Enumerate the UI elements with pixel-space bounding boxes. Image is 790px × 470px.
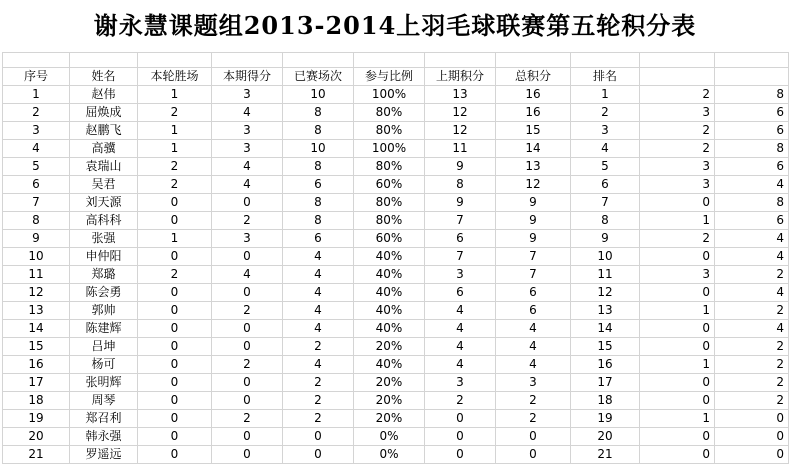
table-row — [3, 374, 789, 392]
column-header[interactable]: 上期积分 — [425, 68, 496, 86]
table-row — [3, 140, 789, 158]
table-cell[interactable]: 陈建辉 — [70, 320, 138, 338]
table-cell[interactable]: 赵伟 — [70, 86, 138, 104]
table-cell[interactable]: 0 — [138, 356, 212, 374]
table-cell[interactable]: 高骥 — [70, 140, 138, 158]
table-cell[interactable]: 10 — [283, 140, 354, 158]
table-cell[interactable]: 0% — [354, 428, 425, 446]
table-cell[interactable]: 0 — [212, 428, 283, 446]
table-cell[interactable]: 3 — [425, 374, 496, 392]
table-cell[interactable]: 袁瑞山 — [70, 158, 138, 176]
table-cell[interactable]: 20 — [3, 428, 70, 446]
table-cell[interactable]: 5 — [3, 158, 70, 176]
table-cell[interactable]: 15 — [3, 338, 70, 356]
table-cell[interactable]: 9 — [496, 212, 571, 230]
table-cell[interactable]: 0 — [496, 446, 571, 464]
table-cell[interactable]: 3 — [640, 266, 715, 284]
empty-cell[interactable] — [283, 53, 354, 68]
table-cell[interactable]: 4 — [715, 284, 789, 302]
empty-cell[interactable] — [640, 53, 715, 68]
table-cell[interactable]: 陈会勇 — [70, 284, 138, 302]
table-cell[interactable]: 9 — [496, 230, 571, 248]
table-cell[interactable]: 4 — [496, 320, 571, 338]
table-cell[interactable]: 1 — [3, 86, 70, 104]
table-cell[interactable]: 4 — [212, 266, 283, 284]
score-table — [2, 52, 789, 464]
table-cell[interactable]: 4 — [283, 302, 354, 320]
table-cell[interactable]: 2 — [640, 86, 715, 104]
table-cell[interactable]: 周琴 — [70, 392, 138, 410]
table-cell[interactable]: 6 — [571, 176, 640, 194]
table-cell[interactable]: 40% — [354, 356, 425, 374]
table-cell[interactable]: 3 — [3, 122, 70, 140]
table-cell[interactable]: 80% — [354, 158, 425, 176]
column-header[interactable]: 参与比例 — [354, 68, 425, 86]
table-cell[interactable]: 17 — [571, 374, 640, 392]
table-cell[interactable]: 2 — [425, 392, 496, 410]
table-cell[interactable]: 40% — [354, 302, 425, 320]
table-cell[interactable]: 20% — [354, 410, 425, 428]
table-cell[interactable]: 11 — [571, 266, 640, 284]
empty-cell[interactable] — [571, 53, 640, 68]
table-row — [3, 446, 789, 464]
empty-cell[interactable] — [354, 53, 425, 68]
table-row — [3, 194, 789, 212]
table-cell[interactable]: 14 — [3, 320, 70, 338]
table-cell[interactable]: 4 — [715, 230, 789, 248]
table-cell[interactable]: 张明辉 — [70, 374, 138, 392]
table-cell[interactable]: 9 — [571, 230, 640, 248]
table-cell[interactable]: 1 — [640, 356, 715, 374]
table-cell[interactable]: 3 — [212, 230, 283, 248]
table-cell[interactable]: 0 — [138, 320, 212, 338]
column-header[interactable]: 序号 — [3, 68, 70, 86]
column-header[interactable]: 排名 — [571, 68, 640, 86]
table-cell[interactable]: 0 — [640, 194, 715, 212]
table-cell[interactable]: 8 — [283, 158, 354, 176]
table-cell[interactable]: 1 — [640, 302, 715, 320]
table-row — [3, 320, 789, 338]
table-cell[interactable]: 4 — [496, 356, 571, 374]
table-cell[interactable]: 80% — [354, 212, 425, 230]
table-cell[interactable]: 郑璐 — [70, 266, 138, 284]
column-header[interactable]: 已赛场次 — [283, 68, 354, 86]
table-cell[interactable]: 2 — [715, 356, 789, 374]
table-cell[interactable]: 21 — [3, 446, 70, 464]
table-cell[interactable]: 郭帅 — [70, 302, 138, 320]
table-cell[interactable]: 20% — [354, 338, 425, 356]
empty-cell[interactable] — [138, 53, 212, 68]
table-cell[interactable]: 杨可 — [70, 356, 138, 374]
table-cell[interactable]: 2 — [212, 356, 283, 374]
table-cell[interactable]: 2 — [640, 140, 715, 158]
table-cell[interactable]: 7 — [425, 248, 496, 266]
table-cell[interactable]: 4 — [571, 140, 640, 158]
empty-cell[interactable] — [496, 53, 571, 68]
table-cell[interactable]: 8 — [715, 194, 789, 212]
table-cell[interactable]: 3 — [640, 158, 715, 176]
table-cell[interactable]: 2 — [715, 266, 789, 284]
table-cell[interactable]: 40% — [354, 320, 425, 338]
table-cell[interactable]: 0 — [138, 302, 212, 320]
table-cell[interactable]: 赵鹏飞 — [70, 122, 138, 140]
table-cell[interactable]: 3 — [212, 140, 283, 158]
table-cell[interactable]: 7 — [571, 194, 640, 212]
table-cell[interactable]: 2 — [715, 374, 789, 392]
table-cell[interactable]: 10 — [3, 248, 70, 266]
table-cell[interactable]: 0 — [212, 374, 283, 392]
score-table-body — [3, 53, 789, 464]
empty-cell[interactable] — [715, 53, 789, 68]
table-cell[interactable]: 14 — [496, 140, 571, 158]
column-header[interactable]: 总积分 — [496, 68, 571, 86]
table-cell[interactable]: 1 — [138, 230, 212, 248]
table-cell[interactable]: 13 — [496, 158, 571, 176]
table-cell[interactable]: 20% — [354, 374, 425, 392]
table-row — [3, 176, 789, 194]
table-cell[interactable]: 3 — [212, 122, 283, 140]
table-cell[interactable]: 0 — [138, 194, 212, 212]
table-cell[interactable]: 12 — [571, 284, 640, 302]
table-cell[interactable]: 2 — [212, 410, 283, 428]
table-cell[interactable]: 13 — [3, 302, 70, 320]
table-cell[interactable]: 2 — [715, 392, 789, 410]
table-cell[interactable]: 16 — [496, 86, 571, 104]
table-cell[interactable]: 17 — [3, 374, 70, 392]
table-cell[interactable]: 80% — [354, 104, 425, 122]
table-cell[interactable]: 16 — [571, 356, 640, 374]
table-row — [3, 428, 789, 446]
table-cell[interactable]: 4 — [283, 266, 354, 284]
table-cell[interactable]: 0 — [640, 446, 715, 464]
table-cell[interactable]: 2 — [283, 410, 354, 428]
table-cell[interactable]: 15 — [571, 338, 640, 356]
table-cell[interactable]: 12 — [3, 284, 70, 302]
table-row — [3, 122, 789, 140]
table-cell[interactable]: 郑召利 — [70, 410, 138, 428]
table-cell[interactable]: 刘天源 — [70, 194, 138, 212]
table-cell[interactable]: 0 — [212, 284, 283, 302]
table-cell[interactable]: 80% — [354, 122, 425, 140]
table-cell[interactable]: 0 — [212, 392, 283, 410]
table-row — [3, 392, 789, 410]
table-cell[interactable]: 6 — [283, 230, 354, 248]
table-cell[interactable]: 12 — [425, 122, 496, 140]
column-header[interactable]: 本期得分 — [212, 68, 283, 86]
table-row — [3, 266, 789, 284]
table-cell[interactable]: 0 — [138, 410, 212, 428]
table-cell[interactable]: 4 — [3, 140, 70, 158]
table-cell[interactable]: 4 — [212, 104, 283, 122]
table-cell[interactable]: 1 — [640, 212, 715, 230]
table-cell[interactable]: 4 — [212, 158, 283, 176]
table-cell[interactable]: 100% — [354, 140, 425, 158]
table-cell[interactable]: 12 — [425, 104, 496, 122]
table-cell[interactable]: 4 — [283, 284, 354, 302]
table-cell[interactable]: 2 — [640, 122, 715, 140]
table-cell[interactable]: 0 — [640, 284, 715, 302]
table-cell[interactable]: 8 — [283, 212, 354, 230]
table-cell[interactable]: 吕坤 — [70, 338, 138, 356]
table-cell[interactable]: 0 — [138, 248, 212, 266]
table-cell[interactable]: 1 — [138, 140, 212, 158]
table-cell[interactable]: 0 — [212, 338, 283, 356]
table-cell[interactable]: 4 — [425, 338, 496, 356]
table-cell[interactable]: 4 — [496, 338, 571, 356]
column-header[interactable] — [715, 68, 789, 86]
table-cell[interactable]: 8 — [3, 212, 70, 230]
table-row — [3, 410, 789, 428]
table-cell[interactable]: 4 — [715, 176, 789, 194]
table-cell[interactable]: 6 — [496, 284, 571, 302]
table-cell[interactable]: 18 — [3, 392, 70, 410]
table-cell[interactable]: 罗遥远 — [70, 446, 138, 464]
table-cell[interactable]: 3 — [425, 266, 496, 284]
table-cell[interactable]: 9 — [425, 194, 496, 212]
table-cell[interactable]: 11 — [425, 140, 496, 158]
table-cell[interactable]: 6 — [283, 176, 354, 194]
table-cell[interactable]: 0 — [640, 248, 715, 266]
table-cell[interactable]: 0 — [138, 338, 212, 356]
table-cell[interactable]: 0 — [640, 338, 715, 356]
table-cell[interactable]: 0 — [212, 446, 283, 464]
empty-cell[interactable] — [3, 53, 70, 68]
table-cell[interactable]: 2 — [138, 158, 212, 176]
table-cell[interactable]: 40% — [354, 266, 425, 284]
table-cell[interactable]: 20% — [354, 392, 425, 410]
table-cell[interactable]: 4 — [425, 302, 496, 320]
table-cell[interactable]: 8 — [715, 140, 789, 158]
table-row — [3, 158, 789, 176]
table-cell[interactable]: 2 — [571, 104, 640, 122]
table-cell[interactable]: 2 — [496, 392, 571, 410]
table-cell[interactable]: 40% — [354, 284, 425, 302]
table-cell[interactable]: 申仲阳 — [70, 248, 138, 266]
table-cell[interactable]: 0 — [138, 212, 212, 230]
table-cell[interactable]: 10 — [571, 248, 640, 266]
table-cell[interactable]: 2 — [3, 104, 70, 122]
table-cell[interactable]: 11 — [3, 266, 70, 284]
table-row — [3, 230, 789, 248]
table-cell[interactable]: 0 — [715, 410, 789, 428]
table-cell[interactable]: 6 — [715, 122, 789, 140]
table-cell[interactable]: 2 — [715, 302, 789, 320]
table-cell[interactable]: 2 — [138, 104, 212, 122]
table-cell[interactable]: 19 — [571, 410, 640, 428]
table-cell[interactable]: 0 — [640, 428, 715, 446]
table-cell[interactable]: 0 — [640, 392, 715, 410]
table-cell[interactable]: 0 — [425, 410, 496, 428]
table-cell[interactable]: 0 — [640, 320, 715, 338]
table-cell[interactable]: 10 — [283, 86, 354, 104]
table-cell[interactable]: 100% — [354, 86, 425, 104]
table-cell[interactable]: 6 — [3, 176, 70, 194]
table-cell[interactable]: 80% — [354, 194, 425, 212]
table-cell[interactable]: 8 — [571, 212, 640, 230]
table-cell[interactable]: 0 — [212, 194, 283, 212]
table-cell[interactable]: 18 — [571, 392, 640, 410]
table-cell[interactable]: 2 — [283, 392, 354, 410]
table-cell[interactable]: 19 — [3, 410, 70, 428]
table-cell[interactable]: 1 — [138, 122, 212, 140]
table-cell[interactable]: 60% — [354, 176, 425, 194]
table-cell[interactable]: 2 — [496, 410, 571, 428]
table-cell[interactable]: 8 — [715, 86, 789, 104]
table-cell[interactable]: 6 — [715, 104, 789, 122]
table-cell[interactable]: 0 — [425, 446, 496, 464]
blank-row — [3, 53, 789, 68]
column-header[interactable] — [640, 68, 715, 86]
table-cell[interactable]: 6 — [496, 302, 571, 320]
table-cell[interactable]: 2 — [212, 212, 283, 230]
table-cell[interactable]: 0 — [715, 446, 789, 464]
table-cell[interactable]: 2 — [283, 374, 354, 392]
table-cell[interactable]: 4 — [425, 320, 496, 338]
table-cell[interactable]: 2 — [138, 176, 212, 194]
table-cell[interactable]: 0 — [715, 428, 789, 446]
table-cell[interactable]: 3 — [571, 122, 640, 140]
table-cell[interactable]: 1 — [571, 86, 640, 104]
table-cell[interactable]: 7 — [496, 248, 571, 266]
table-cell[interactable]: 7 — [3, 194, 70, 212]
table-cell[interactable]: 0 — [138, 446, 212, 464]
header-row — [3, 68, 789, 86]
table-cell[interactable]: 16 — [3, 356, 70, 374]
table-cell[interactable]: 15 — [496, 122, 571, 140]
table-cell[interactable]: 6 — [425, 230, 496, 248]
table-cell[interactable]: 21 — [571, 446, 640, 464]
sheet-title: 谢永慧课题组2013-2014上羽毛球联赛第五轮积分表 — [93, 11, 697, 40]
table-row — [3, 356, 789, 374]
table-cell[interactable]: 屈焕成 — [70, 104, 138, 122]
empty-cell[interactable] — [212, 53, 283, 68]
table-cell[interactable]: 3 — [496, 374, 571, 392]
empty-cell[interactable] — [425, 53, 496, 68]
table-cell[interactable]: 8 — [283, 194, 354, 212]
table-cell[interactable]: 20 — [571, 428, 640, 446]
table-cell[interactable]: 16 — [496, 104, 571, 122]
table-cell[interactable]: 高科科 — [70, 212, 138, 230]
table-cell[interactable]: 8 — [283, 104, 354, 122]
table-cell[interactable]: 2 — [715, 338, 789, 356]
table-cell[interactable]: 0 — [283, 428, 354, 446]
table-row — [3, 212, 789, 230]
column-header[interactable]: 姓名 — [70, 68, 138, 86]
table-cell[interactable]: 0 — [212, 320, 283, 338]
table-row — [3, 248, 789, 266]
table-cell[interactable]: 60% — [354, 230, 425, 248]
table-cell[interactable]: 0 — [138, 428, 212, 446]
table-cell[interactable]: 2 — [640, 230, 715, 248]
table-cell[interactable]: 9 — [496, 194, 571, 212]
table-cell[interactable]: 4 — [283, 320, 354, 338]
table-cell[interactable]: 吴君 — [70, 176, 138, 194]
table-cell[interactable]: 4 — [715, 248, 789, 266]
table-cell[interactable]: 0 — [138, 374, 212, 392]
table-cell[interactable]: 14 — [571, 320, 640, 338]
table-cell[interactable]: 8 — [425, 176, 496, 194]
table-cell[interactable]: 9 — [3, 230, 70, 248]
table-row — [3, 86, 789, 104]
table-cell[interactable]: 6 — [715, 158, 789, 176]
table-cell[interactable]: 4 — [283, 356, 354, 374]
table-cell[interactable]: 2 — [212, 302, 283, 320]
table-cell[interactable]: 0% — [354, 446, 425, 464]
table-cell[interactable]: 韩永强 — [70, 428, 138, 446]
table-cell[interactable]: 7 — [425, 212, 496, 230]
table-cell[interactable]: 2 — [138, 266, 212, 284]
table-row — [3, 302, 789, 320]
table-cell[interactable]: 1 — [138, 86, 212, 104]
table-cell[interactable]: 4 — [283, 248, 354, 266]
table-cell[interactable]: 40% — [354, 248, 425, 266]
empty-cell[interactable] — [70, 53, 138, 68]
table-cell[interactable]: 0 — [138, 392, 212, 410]
table-cell[interactable]: 7 — [496, 266, 571, 284]
table-cell[interactable]: 3 — [640, 176, 715, 194]
table-cell[interactable]: 4 — [715, 320, 789, 338]
table-cell[interactable]: 2 — [283, 338, 354, 356]
table-cell[interactable]: 3 — [212, 86, 283, 104]
table-cell[interactable]: 12 — [496, 176, 571, 194]
table-cell[interactable]: 5 — [571, 158, 640, 176]
table-cell[interactable]: 0 — [425, 428, 496, 446]
table-cell[interactable]: 0 — [138, 284, 212, 302]
table-cell[interactable]: 4 — [425, 356, 496, 374]
table-cell[interactable]: 0 — [283, 446, 354, 464]
table-cell[interactable]: 0 — [496, 428, 571, 446]
table-cell[interactable]: 6 — [715, 212, 789, 230]
table-cell[interactable]: 张强 — [70, 230, 138, 248]
table-cell[interactable]: 9 — [425, 158, 496, 176]
table-row — [3, 284, 789, 302]
table-cell[interactable]: 13 — [425, 86, 496, 104]
column-header[interactable]: 本轮胜场 — [138, 68, 212, 86]
table-cell[interactable]: 0 — [640, 374, 715, 392]
table-cell[interactable]: 13 — [571, 302, 640, 320]
table-cell[interactable]: 1 — [640, 410, 715, 428]
table-cell[interactable]: 6 — [425, 284, 496, 302]
table-cell[interactable]: 0 — [212, 248, 283, 266]
table-cell[interactable]: 4 — [212, 176, 283, 194]
table-row — [3, 338, 789, 356]
table-cell[interactable]: 3 — [640, 104, 715, 122]
table-row — [3, 104, 789, 122]
table-cell[interactable]: 8 — [283, 122, 354, 140]
